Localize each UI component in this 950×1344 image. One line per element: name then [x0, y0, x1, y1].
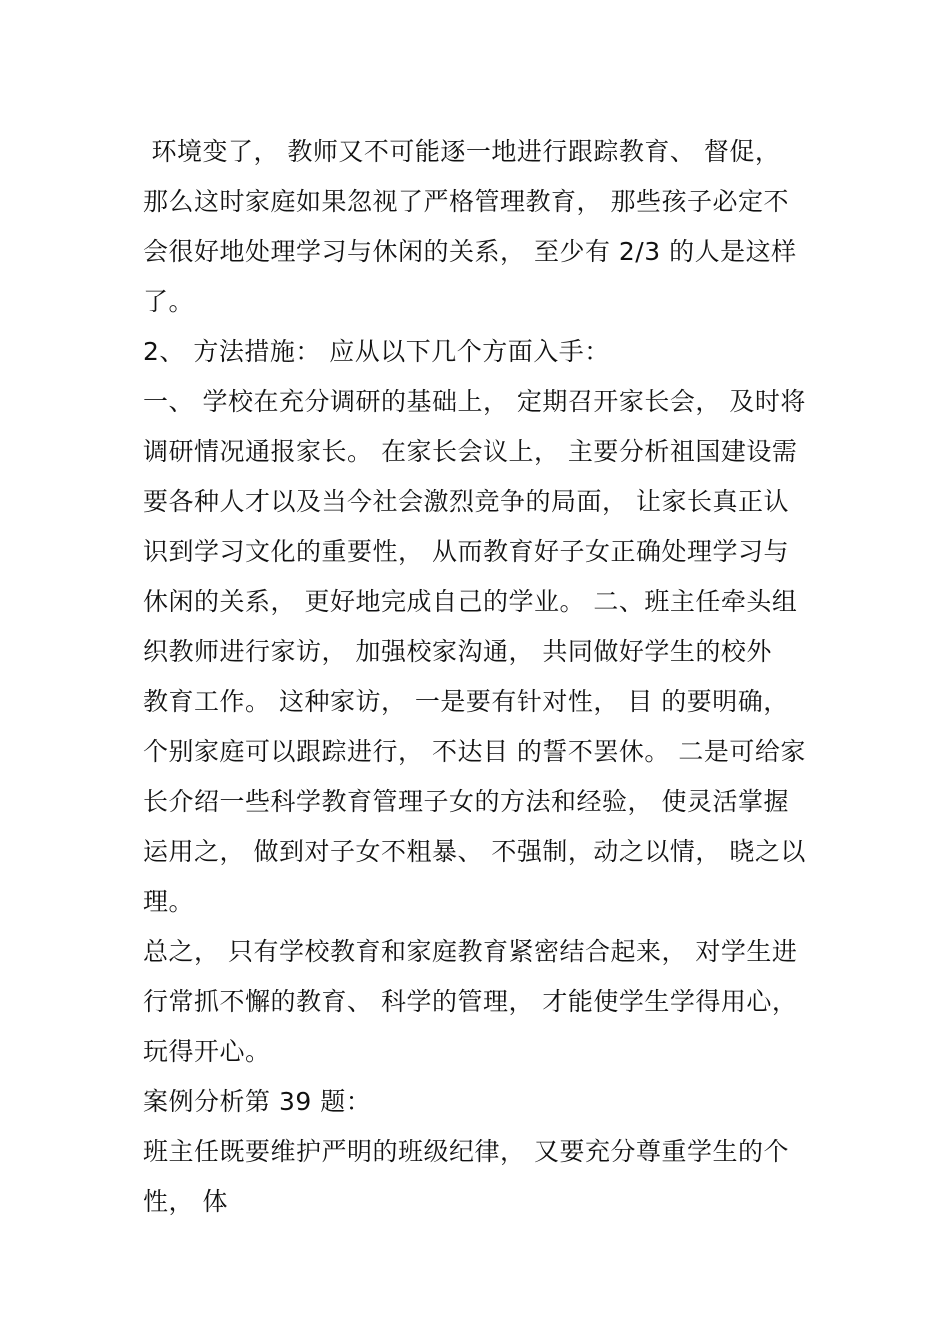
text-line: 总之， 只有学校教育和家庭教育紧密结合起来， 对学生进	[143, 937, 798, 966]
text-line: 个别家庭可以跟踪进行， 不达目 的誓不罢休。 二是可给家	[143, 737, 806, 766]
text-line: 识到学习文化的重要性， 从而教育好子女正确处理学习与	[143, 537, 789, 566]
text-line: 行常抓不懈的教育、 科学的管理， 才能使学生学得用心，	[143, 987, 798, 1016]
text-line: 调研情况通报家长。 在家长会议上， 主要分析祖国建设需	[143, 437, 798, 466]
text-line: 环境变了， 教师又不可能逐一地进行跟踪教育、 督促，	[143, 137, 781, 166]
text-line: 了。	[143, 287, 195, 316]
text-line: 班主任既要维护严明的班级纪律， 又要充分尊重学生的个	[143, 1137, 789, 1166]
text-line: 要各种人才以及当今社会激烈竞争的局面， 让家长真正认	[143, 487, 789, 516]
case-heading: 案例分析第 39 题：	[143, 1087, 372, 1116]
text-line: 玩得开心。	[143, 1037, 271, 1066]
text-line: 教育工作。 这种家访， 一是要有针对性， 目 的要明确，	[143, 687, 789, 716]
text-line: 休闲的关系， 更好地完成自己的学业。 二、班主任牵头组	[143, 587, 798, 616]
text-line: 一、 学校在充分调研的基础上， 定期召开家长会， 及时将	[143, 387, 806, 416]
text-line: 长介绍一些科学教育管理子女的方法和经验， 使灵活掌握	[143, 787, 789, 816]
text-line: 理。	[143, 887, 195, 916]
text-line: 会很好地处理学习与休闲的关系， 至少有 2/3 的人是这样	[143, 237, 797, 266]
section-heading: 2、 方法措施： 应从以下几个方面入手：	[143, 337, 610, 366]
text-line: 那么这时家庭如果忽视了严格管理教育， 那些孩子必定不	[143, 187, 789, 216]
text-line: 性， 体	[143, 1187, 228, 1216]
text-line: 织教师进行家访， 加强校家沟通， 共同做好学生的校外	[143, 637, 772, 666]
text-line: 运用之， 做到对子女不粗暴、 不强制，动之以情， 晓之以	[143, 837, 806, 866]
